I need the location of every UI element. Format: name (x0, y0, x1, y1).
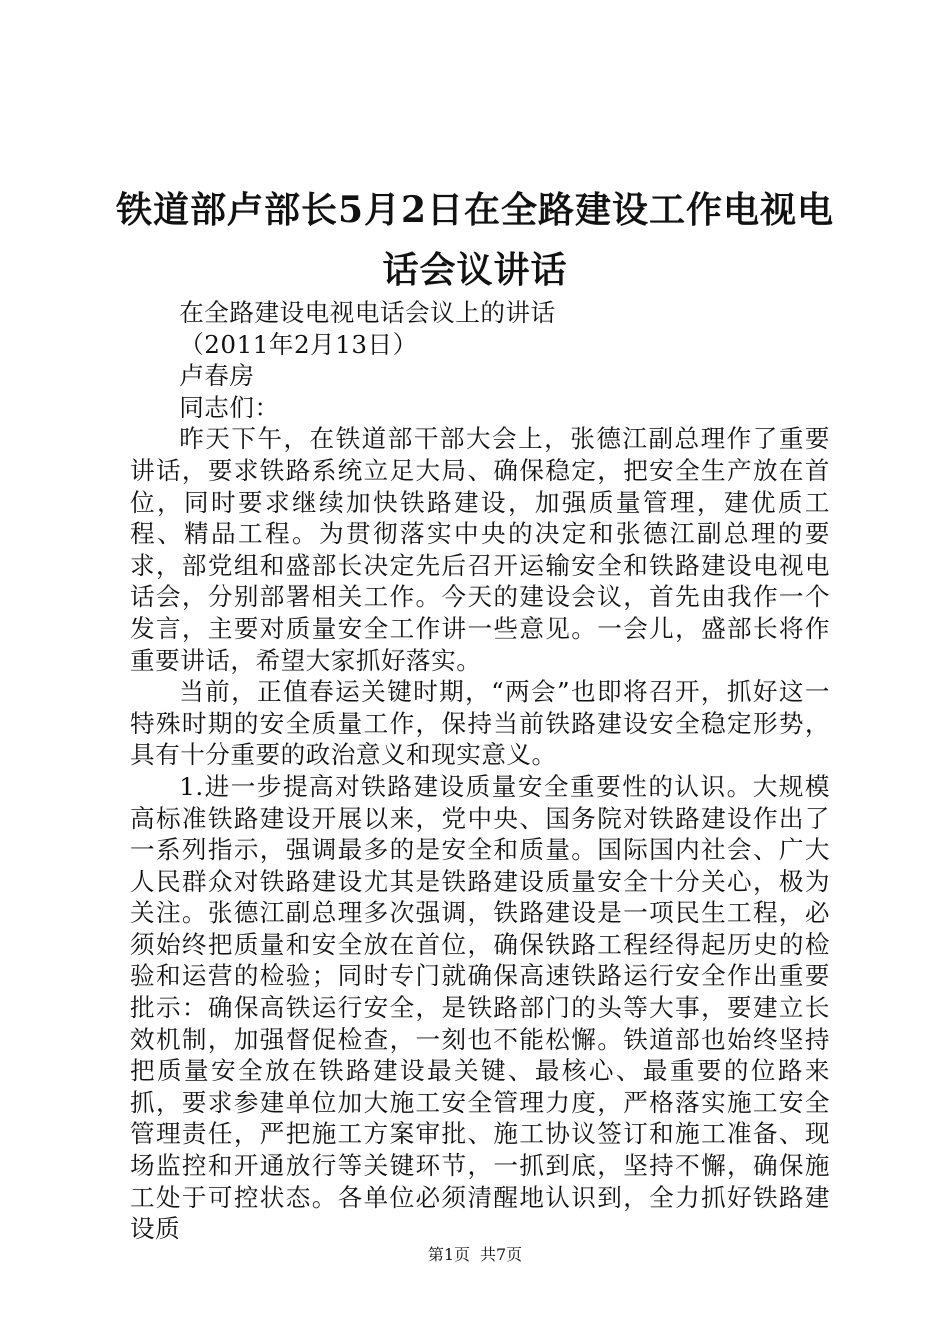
document-body (130, 297, 830, 1245)
paragraph: 当前，正值春运关键时期，“两会”也即将召开，抓好这一特殊时期的安全质量工作，保持当前铁路建设安全稳定形势，具有十分重要的政治意义和现实意义。 (130, 677, 830, 770)
paragraph: 昨天下午，在铁道部干部大会上，张德江副总理作了重要讲话，要求铁路系统立足大局、确保稳定，把安全生产放在首位，同时要求继续加快铁路建设，加强质量管理，建优质工程、精品工程。为贯彻落实中央的决定和张德江副总理的要求，部党组和盛部长决定先后召开运输安全和铁路建设电视电话会，分别部署相关工作。今天的建设会议，首先由我作一个发言，主要对质量安全工作讲一些意见。一会儿，盛部长将作重要讲话，希望大家抓好落实。 (130, 424, 830, 675)
document-title: 铁道部卢部长5月2日在全路建设工作电视电话会议讲话 (115, 189, 835, 291)
salutation: 同志们： (179, 392, 280, 422)
page-total: 共7页 (480, 1245, 523, 1264)
speech-date: （2011年2月13日） (179, 329, 418, 359)
page-footer (0, 1244, 950, 1266)
paragraph: 1.进一步提高对铁路建设质量安全重要性的认识。大规模高标准铁路建设开展以来，党中央、国务院对铁路建设作出了一系列指示，强调最多的是安全和质量。国际国内社会、广大人民群众对铁路建设尤其是铁路建设质量安全十分关心，极为关注。张德江副总理多次强调，铁路建设是一项民生工程，必须始终把质量和安全放在首位，确保铁路工程经得起历史的检验和运营的检验；同时专门就确保高速铁路运行安全作出重要批示：确保高铁运行安全，是铁路部门的头等大事，要建立长效机制，加强督促检查，一刻也不能松懈。铁道部也始终坚持把质量安全放在铁路建设最关键、最核心、最重要的位路来抓，要求参建单位加大施工安全管理力度，严格落实施工安全管理责任，严把施工方案审批、施工协议签订和施工准备、现场监控和开通放行等关键环节，一抓到底，坚持不懈，确保施工处于可控状态。各单位必须清醒地认识到，全力抓好铁路建设质 (130, 771, 830, 1244)
speech-subtitle: 在全路建设电视电话会议上的讲话 (179, 298, 556, 327)
speech-author: 卢春房 (179, 361, 255, 391)
page-number: 第1页 (427, 1245, 470, 1264)
